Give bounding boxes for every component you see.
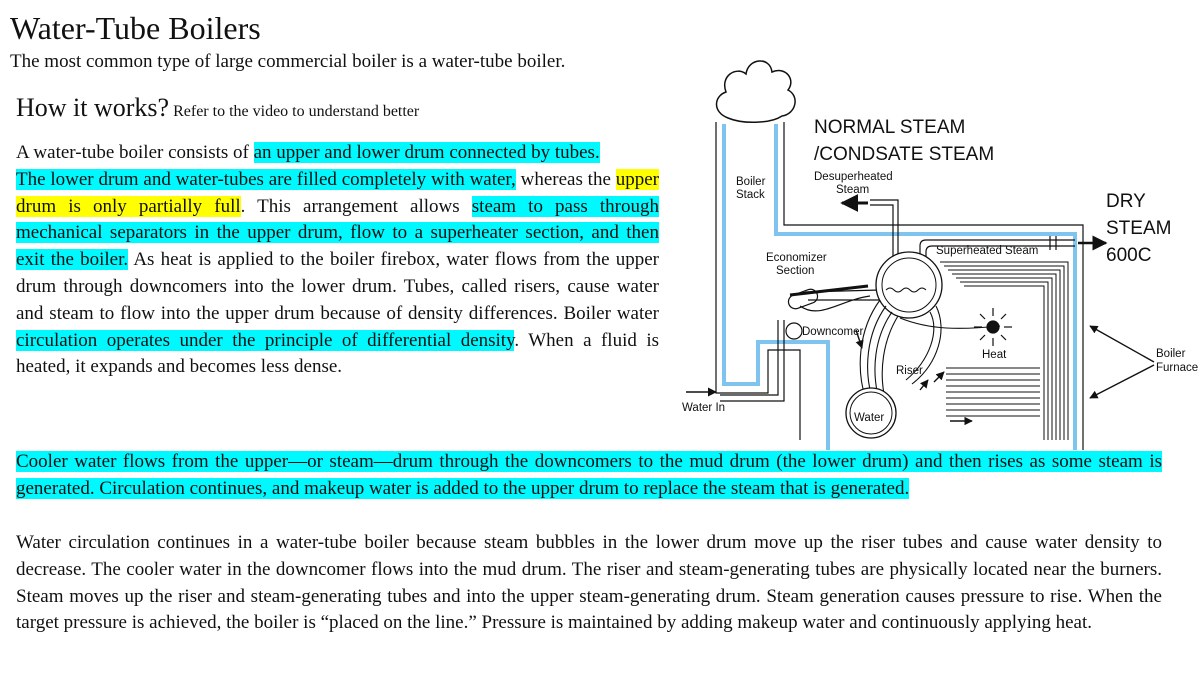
- page-title: Water-Tube Boilers: [10, 10, 261, 46]
- page-subtitle: The most common type of large commercial boiler is a water-tube boiler.: [10, 51, 566, 72]
- riser-tubes: [860, 300, 1000, 400]
- paragraph-1: [16, 140, 659, 381]
- label-dry-3: 600C: [1106, 245, 1152, 266]
- p2-highlight: Cooler water flows from the upper—or steam—drum through the downcomers to the mud drum (the lower drum) and then rises as some steam is generated. Circulation continues, and makeup water is added to the upper drum to replace the steam that is generated.: [16, 451, 1162, 499]
- label-heat: Heat: [982, 349, 1007, 361]
- how-note: Refer to the video to understand better: [173, 103, 420, 120]
- smoke-cloud-icon: [717, 61, 796, 122]
- label-normal-steam-2: /CONDSATE STEAM: [814, 144, 995, 165]
- paragraph-3: Water circulation continues in a water-tube boiler because steam bubbles in the lower drum move up the riser tubes and cause water density to decrease. The cooler water in the downcomer flows into the mud drum. The riser and steam-generating tubes are physically located near the burners. Steam moves up the riser and steam-generating tubes and into the upper steam-generating drum. Steam generation causes pressure to rise. When the target pressure is achieved, the boiler is “placed on the line.” Pressure is maintained by adding makeup water and continuously applying heat.: [16, 532, 1162, 634]
- p1-text-2: whereas the: [515, 168, 616, 190]
- label-riser: Riser: [896, 365, 923, 377]
- water-in-pipe: [720, 320, 784, 401]
- p1-text-4: As heat is applied to the boiler firebox, water flows from the upper drum through downcomers into the lower drum. Tubes, called risers, cause water and steam to flow into the upper drum because of density differences. Boiler water: [16, 249, 659, 324]
- furnace-floor-tubes: [946, 368, 1040, 416]
- desuperheated-pipe: [870, 200, 898, 262]
- label-economizer-2: Section: [776, 265, 815, 277]
- label-boiler-stack-1: Boiler: [736, 176, 766, 188]
- label-dry-1: DRY: [1106, 191, 1146, 212]
- label-desuperheated-1: Desuperheated: [814, 171, 893, 183]
- economizer-section: [787, 286, 885, 311]
- paragraph-2: [16, 449, 1162, 503]
- label-water-in: Water In: [682, 402, 726, 414]
- p1-highlight-4: circulation operates under the principle of differential density: [16, 329, 515, 351]
- label-furnace-2: Furnace: [1156, 362, 1199, 374]
- p1-highlight-2: The lower drum and water-tubes are filled completely with water,: [16, 168, 516, 190]
- label-normal-steam-1: NORMAL STEAM: [814, 117, 966, 138]
- label-desuperheated-2: Steam: [836, 184, 870, 196]
- p1-highlight-yellow: upper drum is only partially full: [16, 168, 659, 217]
- p1-text-3: . This arrangement allows: [240, 195, 472, 217]
- downcomer-port: [786, 323, 802, 339]
- label-economizer-1: Economizer: [766, 252, 827, 264]
- p1-highlight-1: an upper and lower drum connected by tubes.: [253, 142, 600, 163]
- p1-text-5: . When a fluid is heated, it expands and becomes less dense.: [16, 329, 659, 378]
- label-downcomer: Downcomer: [802, 326, 864, 338]
- p1-text-1: A water-tube boiler consists of: [16, 142, 254, 163]
- label-superheated: Superheated Steam: [936, 245, 1039, 257]
- label-dry-2: STEAM: [1106, 218, 1172, 239]
- label-boiler-stack-2: Stack: [736, 189, 765, 201]
- boiler-diagram: [675, 50, 1200, 450]
- section-heading: [16, 92, 419, 128]
- label-water: Water: [854, 412, 885, 424]
- heat-sun-icon: [974, 308, 1012, 346]
- upper-drum: [876, 252, 942, 318]
- p1-highlight-3: steam to pass through mechanical separators in the upper drum, flow to a superheater section, and then exit the boiler.: [16, 195, 659, 271]
- label-furnace-1: Boiler: [1156, 348, 1186, 360]
- how-heading-text: How it works?: [16, 93, 170, 122]
